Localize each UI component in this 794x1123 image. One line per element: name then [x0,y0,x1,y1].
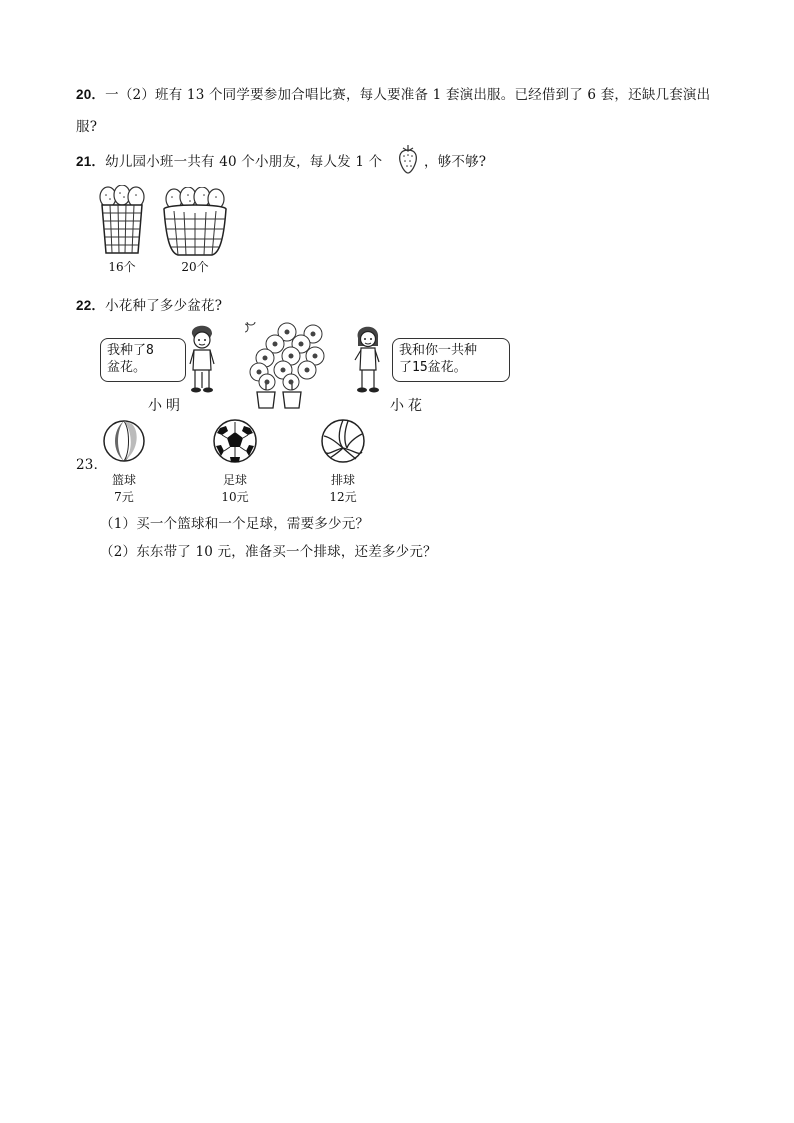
ball-3-price: 12元 [329,490,357,504]
basket-1-label: 16个 [108,260,136,274]
ball-3-name: 排球 [330,473,355,487]
speech-bubble-left [100,338,186,382]
speech-bubble-right [392,338,510,382]
q22-line [76,294,222,314]
q20-line1 [76,83,710,103]
ball-2-name: 足球 [222,473,247,487]
q20-number: 20． [76,87,106,102]
name-xiaoming: 小明 [148,398,184,414]
right-bubble-line2: 了15盆花。 [399,360,467,375]
ball-1-price: 7元 [114,490,134,504]
strawberry-basket-large [160,187,230,259]
q21-text-before: 幼儿园小班一共有 40 个小朋友，每人发 1 个 [105,154,383,170]
flower-pots-icon [245,322,331,410]
q22-text: 小花种了多少盆花? [105,298,223,314]
strawberry-basket-small [98,185,146,257]
left-bubble-line2: 盆花。 [107,360,147,375]
volleyball-icon [320,418,366,464]
q22-number: 22． [76,298,106,313]
q23-number: 23． [76,457,108,473]
girl-xiaohua-icon [350,322,386,396]
basket-2-label: 20个 [181,260,209,274]
q20-text-line2: 服? [76,119,98,135]
beach-ball-icon [102,418,146,464]
q21-text-after: ，够不够? [424,154,487,170]
ball-2-price: 10元 [221,490,249,504]
name-xiaohua: 小花 [390,398,426,414]
q23-sub2: （2）东东带了 10 元，准备买一个排球，还差多少元？ [100,544,437,560]
ball-1-name: 篮球 [111,473,136,487]
right-bubble-line1: 我和你一共种 [399,343,478,358]
left-bubble-line1: 我种了8 [107,343,154,358]
q20-text-line1: 一（2）班有 13 个同学要参加合唱比赛，每人要准备 1 套演出服。已经借到了 6 套，还缺几套演出 [105,87,711,103]
boy-xiaoming-icon [184,322,220,396]
q21-number: 21． [76,154,106,169]
q21-line [76,150,382,170]
strawberry-icon [396,144,420,174]
q23-sub1: （1）买一个篮球和一个足球，需要多少元？ [100,516,370,532]
soccer-ball-icon [212,418,258,464]
